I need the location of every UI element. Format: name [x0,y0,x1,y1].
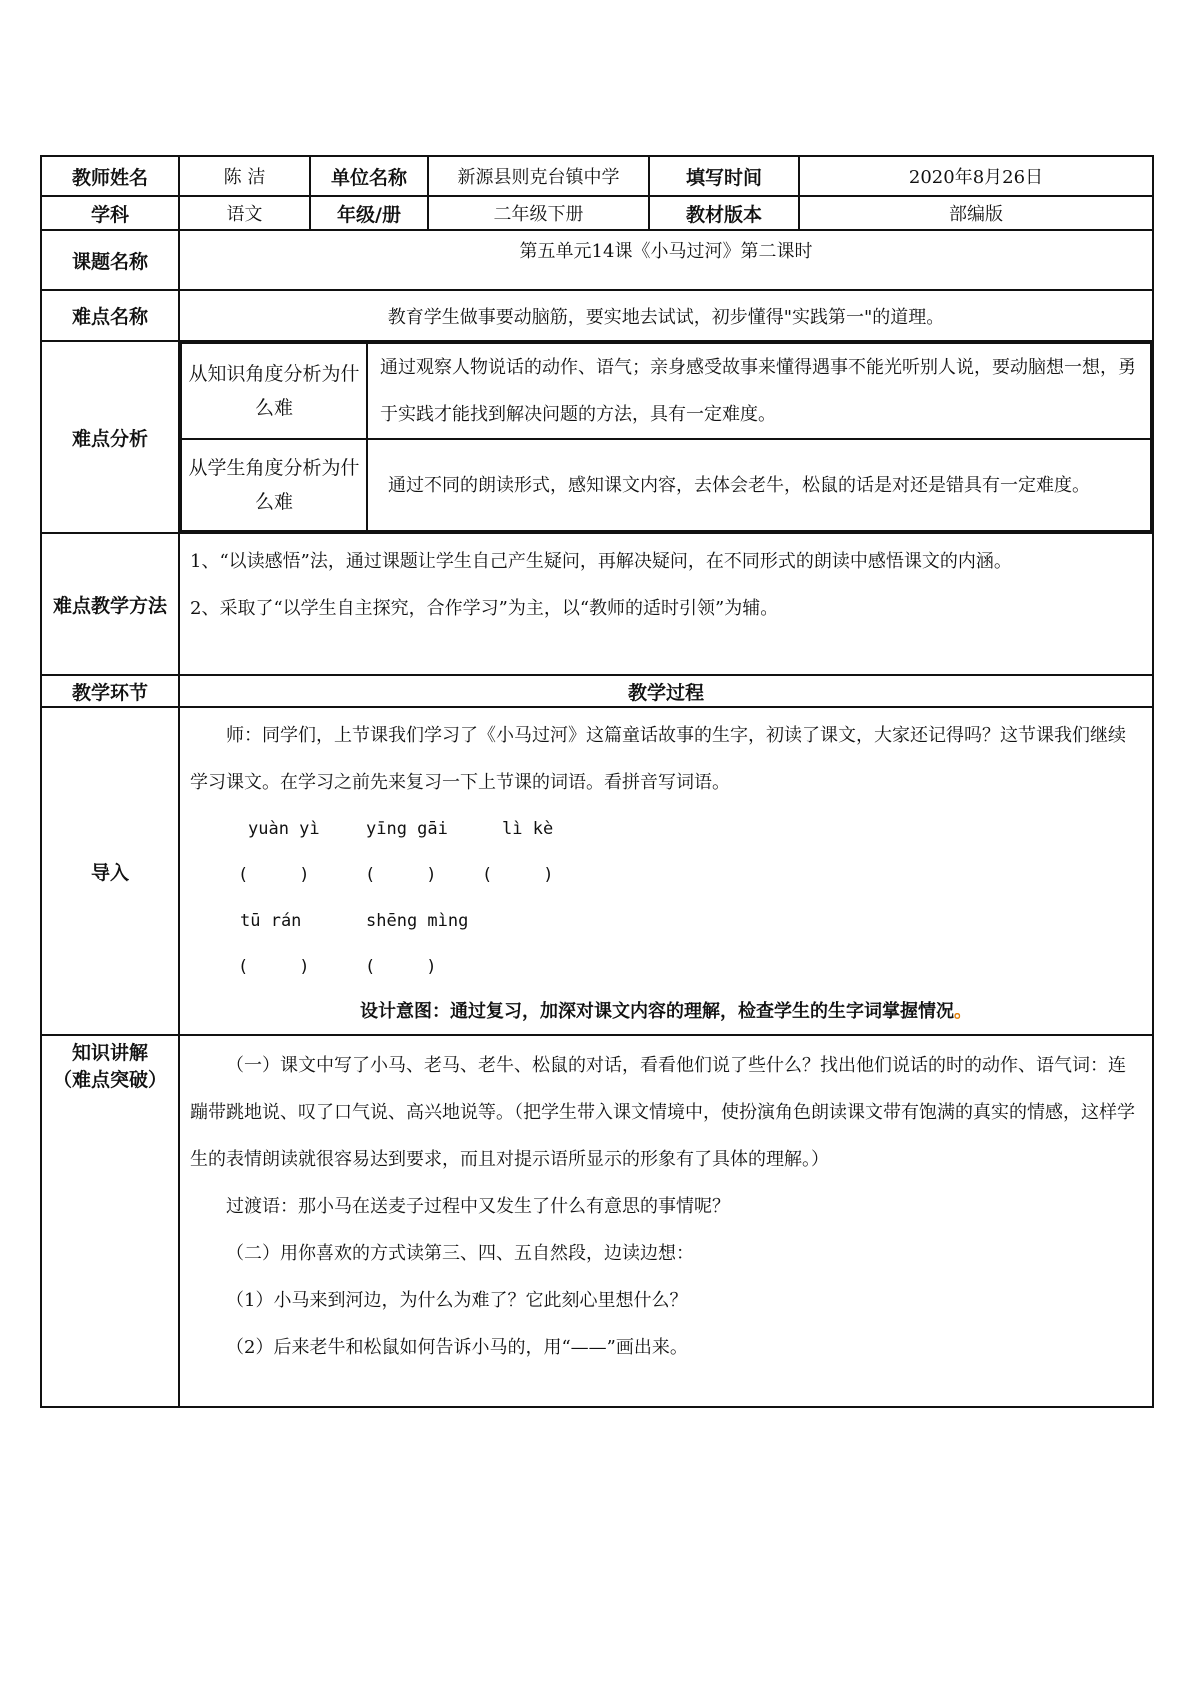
process-header: 教学过程 [179,675,1153,707]
analysis-row [41,341,1153,533]
subject-value: 语文 [179,196,310,230]
pinyin-word: lì kè [502,819,554,839]
knowledge-label-line-2: （难点突破） [52,1069,167,1091]
pinyin-row-2 [190,898,1142,944]
edition-value: 部编版 [799,196,1153,230]
method-row [41,533,1153,675]
method-cell [179,533,1153,675]
grade-value: 二年级下册 [428,196,649,230]
method-item-2: 2、采取了“以学生自主探究，合作学习”为主，以“教师的适时引领”为辅。 [190,598,779,619]
knowledge-cell [179,1035,1153,1407]
pinyin-word: yīng gāi [366,819,448,839]
header-row-2 [41,196,1153,230]
knowledge-angle-cell [367,343,1151,439]
intro-cell [179,707,1153,1035]
knowledge-paragraph-3: （二）用你喜欢的方式读第三、四、五自然段，边读边想： [226,1243,694,1264]
teacher-value: 陈 洁 [179,156,310,196]
subject-label: 学科 [41,196,179,230]
lesson-plan-table [40,155,1154,1408]
unit-label: 单位名称 [310,156,428,196]
knowledge-angle-value: 通过观察人物说话的动作、语气；亲身感受故事来懂得遇事不能光听别人说，要动脑想一想，勇于实践才能找到解决问题的方法，具有一定难度。 [380,357,1136,425]
analysis-inner-table [180,342,1152,532]
lesson-plan-page [40,155,1152,1408]
difficulty-value: 教育学生做事要动脑筋，要实地去试试，初步懂得"实践第一"的道理。 [179,290,1153,341]
pinyin-row-1 [190,806,1142,852]
design-intent-text: 设计意图：通过复习，加深对课文内容的理解，检查学生的生字词掌握情况 [360,1001,954,1022]
knowledge-angle-label: 从知识角度分析为什么难 [181,343,367,439]
answer-blank[interactable]: ( ) [482,865,554,885]
topic-label: 课题名称 [41,230,179,290]
blank-row-1 [190,852,1142,898]
date-value: 2020年8月26日 [799,156,1153,196]
date-label: 填写时间 [649,156,799,196]
knowledge-label [41,1035,179,1407]
answer-blank[interactable]: ( ) [238,957,310,977]
knowledge-paragraph-4: （1）小马来到河边，为什么为难了？它此刻心里想什么？ [226,1290,688,1311]
method-label: 难点教学方法 [41,533,179,675]
answer-blank[interactable]: ( ) [365,865,437,885]
process-header-row [41,675,1153,707]
answer-blank[interactable]: ( ) [238,865,310,885]
knowledge-paragraph-1: （一）课文中写了小马、老马、老牛、松鼠的对话，看看他们说了些什么？找出他们说话的时的动作、语气词：连蹦带跳地说、叹了口气说、高兴地说等。（把学生带入课文情境中，使扮演角色朗读课文带有饱满的真实的情感，这样学生的表情朗读就很容易达到要求，而且对提示语所显示的形象有了具体的理解。） [190,1055,1135,1170]
difficulty-label: 难点名称 [41,290,179,341]
teacher-label: 教师姓名 [41,156,179,196]
intro-label: 导入 [41,707,179,1035]
knowledge-label-line-1: 知识讲解 [71,1042,148,1064]
knowledge-paragraph-2: 过渡语：那小马在送麦子过程中又发生了什么有意思的事情呢？ [226,1196,730,1217]
method-item-1: 1、“以读感悟”法，通过课题让学生自己产生疑问，再解决疑问，在不同形式的朗读中感悟课文的内涵。 [190,551,1012,572]
difficulty-row [41,290,1153,341]
answer-blank[interactable]: ( ) [365,957,437,977]
pinyin-word: tū rán [240,911,302,931]
design-intent-end: 。 [954,1001,972,1022]
blank-row-2 [190,944,1142,990]
student-angle-cell [367,439,1151,531]
student-angle-value: 通过不同的朗读形式，感知课文内容，去体会老牛，松鼠的话是对还是错具有一定难度。 [388,474,1090,496]
knowledge-paragraph-5: （2）后来老牛和松鼠如何告诉小马的，用“——”画出来。 [226,1337,688,1358]
grade-label: 年级/册 [310,196,428,230]
knowledge-row [41,1035,1153,1407]
intro-row [41,707,1153,1035]
intro-paragraph: 师：同学们，上节课我们学习了《小马过河》这篇童话故事的生字，初读了课文，大家还记得吗？这节课我们继续学习课文。在学习之前先来复习一下上节课的词语。看拼音写词语。 [190,725,1126,793]
analysis-cell [179,341,1153,533]
pinyin-word: shēng mìng [366,911,469,931]
edition-label: 教材版本 [649,196,799,230]
pinyin-word: yuàn yì [248,819,320,839]
student-angle-label: 从学生角度分析为什么难 [181,439,367,531]
design-intent [190,990,1142,1034]
unit-value: 新源县则克台镇中学 [428,156,649,196]
stage-header: 教学环节 [41,675,179,707]
header-row-1 [41,156,1153,196]
analysis-label: 难点分析 [41,341,179,533]
topic-row [41,230,1153,290]
topic-value: 第五单元14课《小马过河》第二课时 [179,230,1153,290]
